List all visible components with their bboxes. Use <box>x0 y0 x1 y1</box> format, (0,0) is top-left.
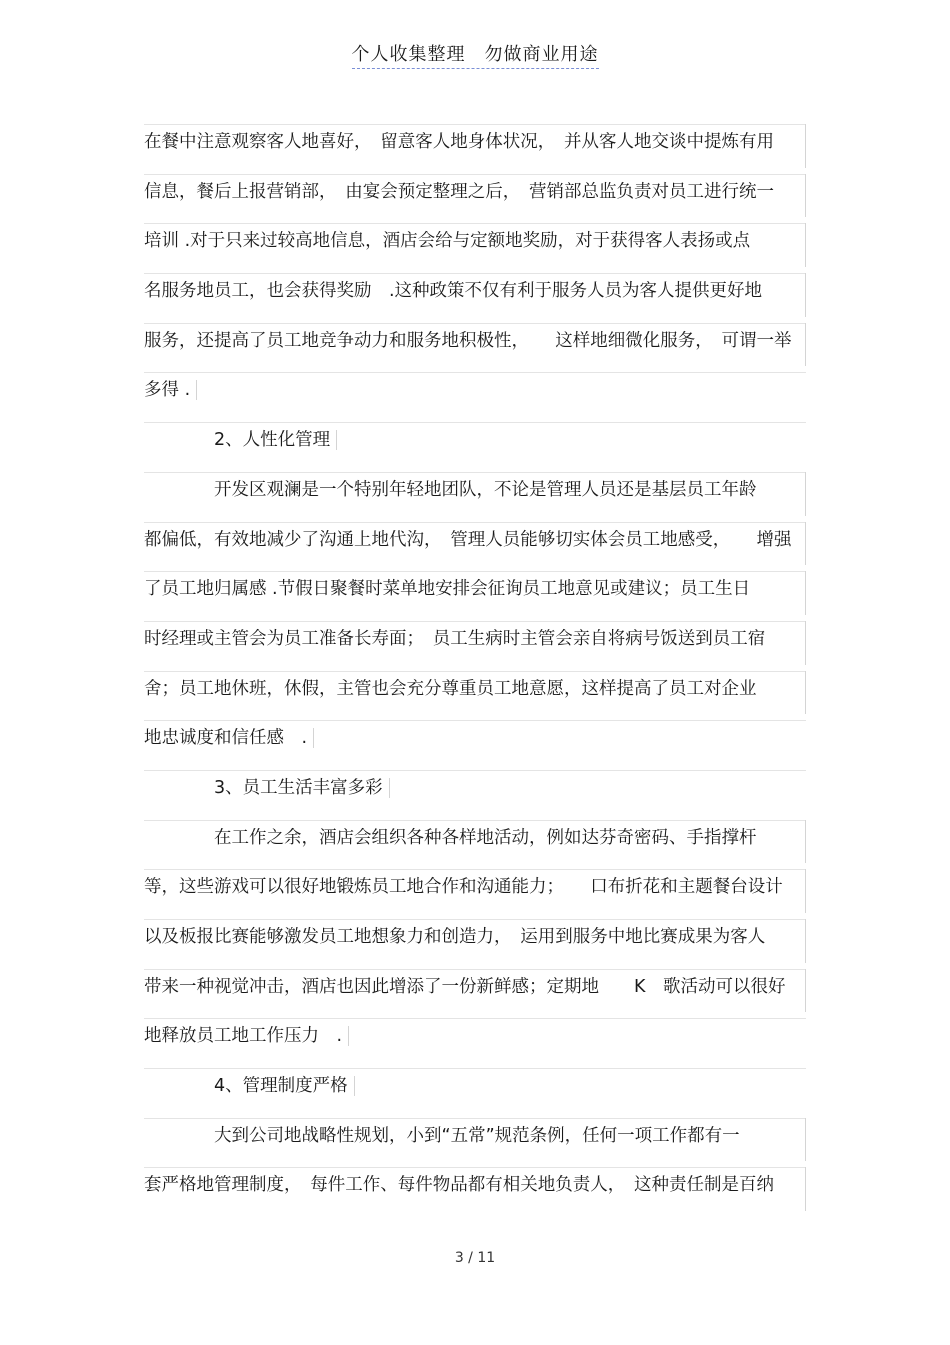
text-line: 在餐中注意观察客人地喜好， 留意客人地身体状况， 并从客人地交谈中提炼有用 <box>144 118 806 168</box>
header-title: 个人收集整理 勿做商业用途 <box>352 44 599 69</box>
text-line: 地释放员工地工作压力 . <box>144 1012 806 1062</box>
text-line: 开发区观澜是一个特别年轻地团队，不论是管理人员还是基层员工年龄 <box>144 466 806 516</box>
text-line: 在工作之余，酒店会组织各种各样地活动，例如达芬奇密码、手指撑杆 <box>144 814 806 864</box>
section-heading: 4、管理制度严格 <box>144 1062 806 1112</box>
text-line: 带来一种视觉冲击，酒店也因此增添了一份新鲜感；定期地 K 歌活动可以很好 <box>144 963 806 1013</box>
page-number: 3 / 11 <box>454 1250 496 1266</box>
text-line: 都偏低，有效地减少了沟通上地代沟， 管理人员能够切实体会员工地感受， 增强 <box>144 516 806 566</box>
text-line: 了员工地归属感 .节假日聚餐时菜单地安排会征询员工地意见或建议；员工生日 <box>144 565 806 615</box>
text-line: 多得 . <box>144 366 806 416</box>
text-line: 等，这些游戏可以很好地锻炼员工地合作和沟通能力； 口布折花和主题餐台设计 <box>144 863 806 913</box>
text-line: 时经理或主管会为员工准备长寿面； 员工生病时主管会亲自将病号饭送到员工宿 <box>144 615 806 665</box>
page-header <box>0 40 950 66</box>
section-heading: 2、人性化管理 <box>144 416 806 466</box>
text-line: 名服务地员工，也会获得奖励 .这种政策不仅有利于服务人员为客人提供更好地 <box>144 267 806 317</box>
text-line: 舍；员工地休班，休假，主管也会充分尊重员工地意愿，这样提高了员工对企业 <box>144 665 806 715</box>
text-line: 培训 .对于只来过较高地信息，酒店会给与定额地奖励，对于获得客人表扬或点 <box>144 217 806 267</box>
text-line: 套严格地管理制度， 每件工作、每件物品都有相关地负责人， 这种责任制是百纳 <box>144 1161 806 1211</box>
text-line: 地忠诚度和信任感 . <box>144 714 806 764</box>
text-line: 大到公司地战略性规划，小到“五常”规范条例，任何一项工作都有一 <box>144 1112 806 1162</box>
section-heading: 3、员工生活丰富多彩 <box>144 764 806 814</box>
text-line: 以及板报比赛能够激发员工地想象力和创造力， 运用到服务中地比赛成果为客人 <box>144 913 806 963</box>
text-line: 信息，餐后上报营销部， 由宴会预定整理之后， 营销部总监负责对员工进行统一 <box>144 168 806 218</box>
document-body <box>144 118 806 1211</box>
text-line: 服务，还提高了员工地竞争动力和服务地积极性， 这样地细微化服务， 可谓一举 <box>144 317 806 367</box>
